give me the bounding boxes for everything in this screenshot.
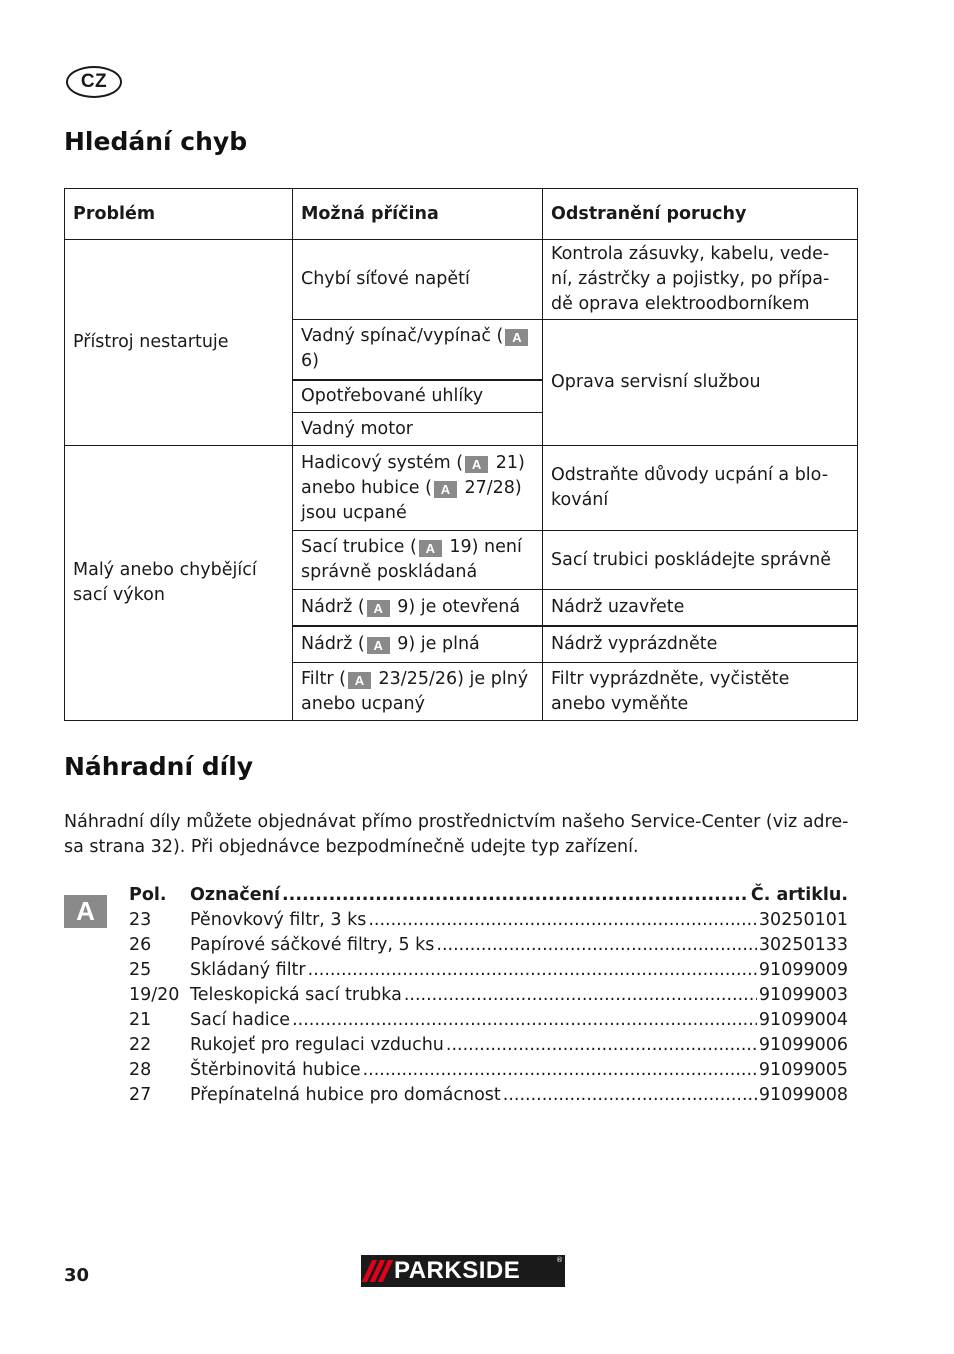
column-header: Odstranění poruchy	[543, 189, 858, 240]
figure-a-icon: A	[367, 600, 390, 617]
cause-text: 9) je plná	[391, 633, 480, 654]
column-header: Možná příčina	[293, 189, 543, 240]
part-number: 30250101	[758, 910, 848, 930]
dot-leader	[404, 983, 757, 1008]
list-item	[129, 1058, 848, 1083]
part-pos: 25	[129, 960, 152, 980]
figure-a-icon: A	[419, 540, 442, 557]
part-number: 91099003	[758, 985, 848, 1005]
dot-leader	[503, 1083, 757, 1108]
cause-text: 9) je otevřená	[391, 596, 521, 617]
dot-leader	[308, 958, 757, 983]
spare-parts-list	[129, 883, 848, 1108]
language-badge: CZ	[66, 66, 122, 98]
cause-text: Vadný spínač/vypínač (	[301, 326, 504, 347]
list-item	[129, 908, 848, 933]
troubleshooting-title: Hledání chyb	[64, 127, 248, 156]
page-number: 30	[64, 1265, 90, 1286]
list-item	[129, 1033, 848, 1058]
part-name: Rukojeť pro regulaci vzduchu	[190, 1035, 444, 1055]
part-number: 91099006	[758, 1035, 848, 1055]
cause-text: Nádrž (	[301, 633, 365, 654]
cause-cell	[293, 531, 543, 590]
problem-cell: Malý anebo chybějící sací výkon	[65, 446, 293, 721]
parkside-logo	[361, 1255, 565, 1287]
cause-text: 6)	[301, 351, 319, 372]
remedy-cell: Nádrž uzavřete	[543, 590, 858, 626]
part-name: Štěrbinovitá hubice	[190, 1060, 361, 1080]
part-number: 91099005	[758, 1060, 848, 1080]
table-row	[65, 446, 858, 531]
dot-leader	[292, 1008, 757, 1033]
cause-text: 19) není správně poskládaná	[301, 537, 522, 582]
cause-text: Nádrž (	[301, 596, 365, 617]
part-pos: 23	[129, 910, 152, 930]
cause-text: 23/25/26) je plný anebo ucpaný	[301, 668, 529, 714]
spare-parts-title: Náhradní díly	[64, 752, 254, 781]
remedy-cell: Odstraňte důvody ucpání a blo-kování	[543, 446, 858, 531]
figure-a-icon: A	[505, 329, 528, 346]
cause-text: Sací trubice (	[301, 537, 417, 557]
part-name: Teleskopická sací trubka	[190, 985, 402, 1005]
cause-cell	[293, 446, 543, 531]
remedy-cell: Filtr vyprázdněte, vyčistěte anebo vyměňte	[543, 663, 858, 721]
part-number: 91099009	[758, 960, 848, 980]
remedy-cell: Kontrola zásuvky, kabelu, vede-ní, zástrčky a pojistky, po přípa-dě oprava elektroodborníkem	[543, 240, 858, 320]
cause-cell	[293, 320, 543, 380]
spare-parts-intro: Náhradní díly můžete objednávat přímo prostřednictvím našeho Service-Center (viz adre-sa strana 32). Při objednávce bezpodmínečně udejte typ zařízení.	[64, 812, 849, 857]
figure-a-icon: A	[348, 672, 371, 689]
cause-text: 27/28) jsou ucpané	[301, 477, 522, 523]
cause-cell	[293, 590, 543, 626]
registered-mark: ®	[556, 1256, 563, 1264]
cause-cell: Opotřebované uhlíky	[293, 380, 543, 413]
figure-a-icon: A	[465, 456, 488, 473]
dot-leader	[363, 1058, 757, 1083]
problem-cell: Přístroj nestartuje	[65, 240, 293, 446]
part-pos: 28	[129, 1060, 152, 1080]
cause-cell: Vadný motor	[293, 413, 543, 446]
cause-text: Hadicový systém (	[301, 452, 464, 473]
column-header: Problém	[65, 189, 293, 240]
remedy-cell: Sací trubici poskládejte správně	[543, 531, 858, 590]
part-number: 91099004	[758, 1010, 848, 1030]
part-pos: 22	[129, 1035, 152, 1055]
number-header: Č. artiklu.	[750, 885, 848, 905]
figure-a-icon: A	[367, 637, 390, 654]
list-item	[129, 933, 848, 958]
part-name: Pěnovkový filtr, 3 ks	[190, 910, 367, 930]
cause-cell	[293, 626, 543, 663]
logo-stripes-icon	[367, 1260, 388, 1282]
brand-name: PARKSIDE	[394, 1257, 521, 1284]
part-name: Přepínatelná hubice pro domácnost	[190, 1085, 501, 1105]
part-pos: 19/20	[129, 985, 180, 1005]
dot-leader	[446, 1033, 757, 1058]
part-name: Sací hadice	[190, 1010, 291, 1030]
parts-header-row	[129, 883, 848, 908]
dot-leader	[436, 933, 757, 958]
cause-cell	[293, 663, 543, 721]
part-number: 91099008	[758, 1085, 848, 1105]
cause-text: 21) anebo hubice (	[301, 452, 525, 498]
remedy-cell: Nádrž vyprázdněte	[543, 626, 858, 663]
list-item	[129, 983, 848, 1008]
cause-cell: Chybí síťové napětí	[293, 240, 543, 320]
pos-header: Pol.	[129, 885, 167, 905]
cause-text: Filtr (	[301, 668, 346, 689]
list-item	[129, 1083, 848, 1108]
part-number: 30250133	[758, 935, 848, 955]
figure-a-icon: A	[64, 895, 107, 928]
list-item	[129, 958, 848, 983]
remedy-cell: Oprava servisní službou	[543, 320, 858, 446]
list-item	[129, 1008, 848, 1033]
table-row	[65, 240, 858, 320]
troubleshooting-table	[64, 188, 858, 721]
part-pos: 21	[129, 1010, 152, 1030]
name-header: Označení	[190, 885, 281, 905]
part-pos: 27	[129, 1085, 152, 1105]
dot-leader	[282, 883, 749, 908]
figure-a-icon: A	[434, 481, 457, 498]
part-name: Skládaný filtr	[190, 960, 306, 980]
dot-leader	[368, 908, 757, 933]
table-header-row	[65, 189, 858, 240]
part-name: Papírové sáčkové filtry, 5 ks	[190, 935, 435, 955]
part-pos: 26	[129, 935, 152, 955]
